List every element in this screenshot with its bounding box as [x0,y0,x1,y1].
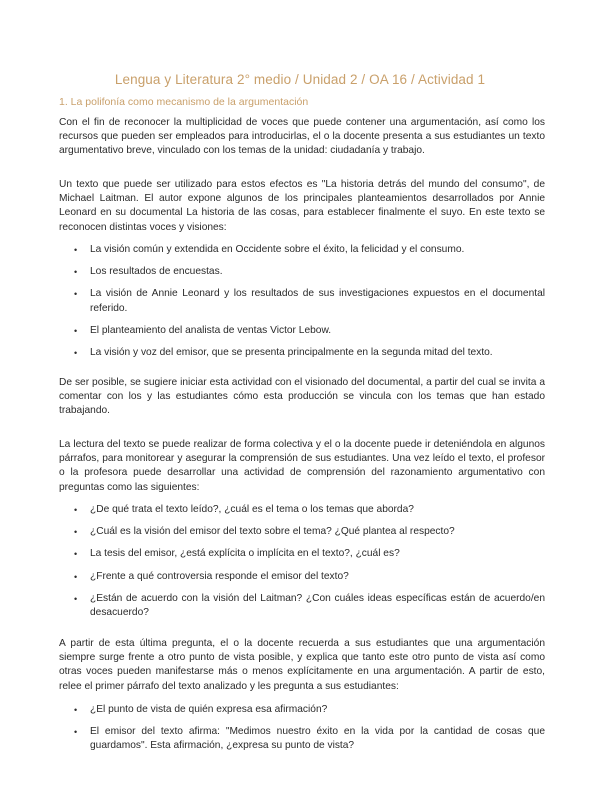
final-questions-list [59,703,545,754]
list-item: • ¿De qué trata el texto leído?, ¿cuál es el tema o los temas que aborda? [59,503,545,517]
bullet-icon: • [74,593,78,604]
paragraph-text-source: Un texto que puede ser utilizado para estos efectos es "La historia detrás del mundo del consumo", de Michael Laitman. El autor expone algunos de los principales planteamientos desarrollados por Annie Leonard en su documental La historia de las cosas, para establecer finalmente el suyo. En este texto se reconocen distintas voces y visiones: [59,179,545,233]
list-item: • ¿El punto de vista de quién expresa esa afirmación? [59,703,545,717]
list-item: • El emisor del texto afirma: "Medimos nuestro éxito en la vida por la cantidad de cosas que guardamos". Esta afirmación, ¿expresa su punto de vista? [74,726,545,752]
list-item: • El planteamiento del analista de ventas Victor Lebow. [59,324,545,338]
list-item: • La visión y voz del emisor, que se presenta principalmente en la segunda mitad del texto. [59,346,545,360]
bullet-icon: • [74,267,78,278]
paragraph-viewpoint: A partir de esta última pregunta, el o la docente recuerda a sus estudiantes que una argumentación siempre surge frente a otro punto de vista posible, y explica que tanto este otro punto de vista así como otras voces pueden manifestarse más o menos explícitamente en una argumentación. A partir de esto, relee el primer párrafo del texto analizado y les pregunta a sus estudiantes: [59,638,545,692]
questions-list [59,503,545,620]
paragraph-reading: La lectura del texto se puede realizar de forma colectiva y el o la docente puede ir deteniéndola en algunos párrafos, para monitorear y asegurar la comprensión de sus estudiantes. Una vez leído el texto, el profesor o la profesora puede desarrollar una actividad de comprensión del razonamiento argumentativo con preguntas como las siguientes: [59,439,545,493]
bullet-icon: • [74,245,78,255]
list-item: • La visión de Annie Leonard y los resultados de sus investigaciones expuestos en el documental referido. [74,288,545,314]
voices-list [59,243,545,360]
list-item: • Los resultados de encuestas. [59,265,545,279]
bullet-icon: • [74,348,78,359]
section-heading: 1. La polifonía como mecanismo de la argumentación [59,96,309,108]
paragraph-intro: Con el fin de reconocer la multiplicidad de voces que puede contener una argumentación, así como los recursos que pueden ser empleados para introducirlas, el o la docente presenta a sus estudiantes un texto argumentativo breve, vinculado con los temas de la unidad: ciudadanía y trabajo. [59,117,545,157]
bullet-icon: • [74,705,78,715]
list-item: • ¿Están de acuerdo con la visión del Laitman? ¿Con cuáles ideas específicas están de acuerdo/en desacuerdo? [74,592,545,619]
page-title: Lengua y Literatura 2° medio / Unidad 2 / OA 16 / Actividad 1 [114,72,486,87]
bullet-icon: • [74,549,78,560]
bullet-icon: • [74,571,78,582]
paragraph-documentary: De ser posible, se sugiere iniciar esta actividad con el visionado del documental, a partir del cual se invita a comentar con los y las estudiantes cómo esta producción se vincula con los temas que han estado trabajando. [59,377,545,417]
bullet-icon: • [74,505,78,515]
bullet-icon: • [74,325,78,336]
list-item: • La visión común y extendida en Occidente sobre el éxito, la felicidad y el consumo. [59,243,545,257]
list-item: • La tesis del emisor, ¿está explícita o implícita en el texto?, ¿cuál es? [59,547,545,561]
bullet-icon: • [74,527,78,538]
bullet-icon: • [74,727,78,738]
list-item: • ¿Cuál es la visión del emisor del texto sobre el tema? ¿Qué plantea al respecto? [59,525,545,539]
bullet-icon: • [74,289,78,300]
list-item: • ¿Frente a qué controversia responde el emisor del texto? [59,570,545,584]
